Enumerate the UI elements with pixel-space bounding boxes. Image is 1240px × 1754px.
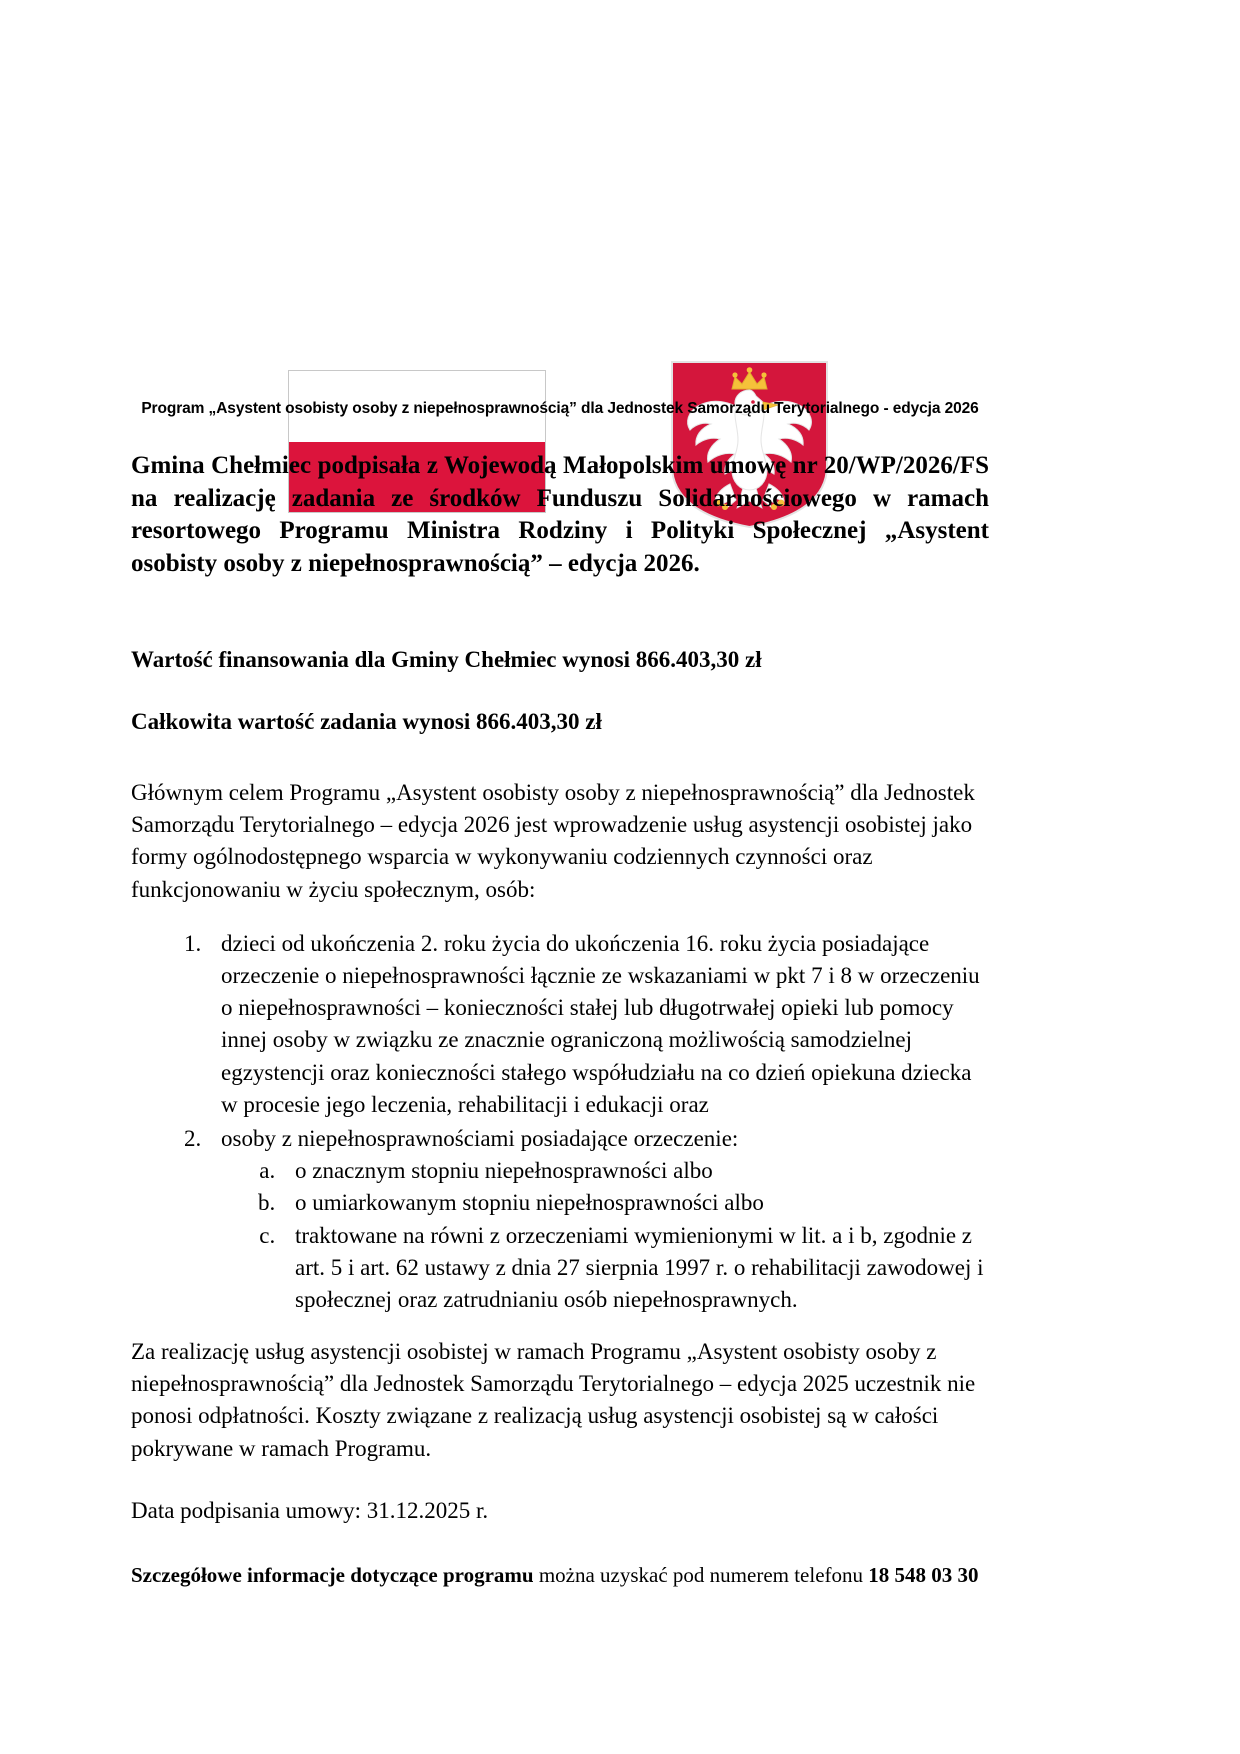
contact-bold-prefix: Szczegółowe informacje dotyczące programu [131, 1563, 534, 1588]
contract-lead-paragraph: Gmina Chełmiec podpisała z Wojewodą Małopolskim umowę nr 20/WP/2026/FS na realizację zadania ze środków Funduszu Solidarnościowego w ramach resortowego Programu Ministra Rodziny i Polityki Społecznej „Asystent osobisty osoby z niepełnosprawnością” – edycja 2026. [131, 452, 989, 577]
list-item-children: 1. dzieci od ukończenia 2. roku życia do ukończenia 16. roku życia posiadające orzeczenie o niepełnosprawności łącznie ze wskazaniami w pkt 7 i 8 w orzeczeniu o niepełnosprawności – konieczności stałej lub długotrwałej opieki lub pomocy innej osoby w związku ze znacznie ograniczoną możliwością samodzielnej egzystencji oraz konieczności stałego współudziału na co dzień opiekuna dziecka w procesie jego leczenia, rehabilitacji i edukacji oraz [207, 928, 989, 1121]
list-item-disabled-persons [207, 1123, 989, 1316]
list-item-disabled-persons-text: osoby z niepełnosprawnościami posiadające orzeczenie: [221, 1125, 739, 1151]
sublist-item-moderate-degree: b. o umiarkowanym stopniu niepełnosprawności albo [281, 1187, 989, 1219]
degree-sublist [221, 1155, 989, 1316]
sublist-item-significant-degree: a. o znacznym stopniu niepełnosprawności albo [281, 1155, 989, 1187]
total-amount-line: Całkowita wartość zadania wynosi 866.403,30 zł [131, 709, 602, 735]
contact-middle-text: można uzyskać pod numerem telefonu [533, 1563, 869, 1588]
eligibility-list [131, 928, 989, 1316]
no-fee-paragraph: Za realizację usług asystencji osobistej w ramach Programu „Asystent osobisty osoby z niepełnosprawnością” dla Jednostek Samorządu Terytorialnego – edycja 2025 uczestnik nie ponosi odpłatności. Koszty związane z realizacją usług asystencji osobistej są w całości pokrywane w ramach Programu. [131, 1339, 976, 1461]
document-content [131, 398, 989, 1590]
contact-phone-number: 18 548 03 30 [868, 1563, 979, 1588]
financing-amount-line: Wartość finansowania dla Gminy Chełmiec wynosi 866.403,30 zł [131, 647, 762, 672]
signing-date-line: Data podpisania umowy: 31.12.2025 r. [131, 1497, 489, 1523]
contact-info-line [131, 1561, 989, 1590]
program-goal-paragraph: Głównym celem Programu „Asystent osobisty osoby z niepełnosprawnością” dla Jednostek Samorządu Terytorialnego – edycja 2026 jest wprowadzenie usług asystencji osobistej jako formy ogólnodostępnego wsparcia w wykonywaniu codziennych czynności oraz funkcjonowaniu w życiu społecznym, osób: [131, 780, 975, 902]
emblem-band [0, 180, 1240, 350]
program-heading: Program „Asystent osobisty osoby z niepełnosprawnością” dla Jednostek Samorządu Terytorialnego - edycja 2026 [141, 400, 979, 417]
sublist-item-equivalent-rulings: c. traktowane na równi z orzeczeniami wymienionymi w lit. a i b, zgodnie z art. 5 i art. 62 ustawy z dnia 27 sierpnia 1997 r. o rehabilitacji zawodowej i społecznej oraz zatrudnianiu osób niepełnosprawnych. [281, 1220, 989, 1317]
